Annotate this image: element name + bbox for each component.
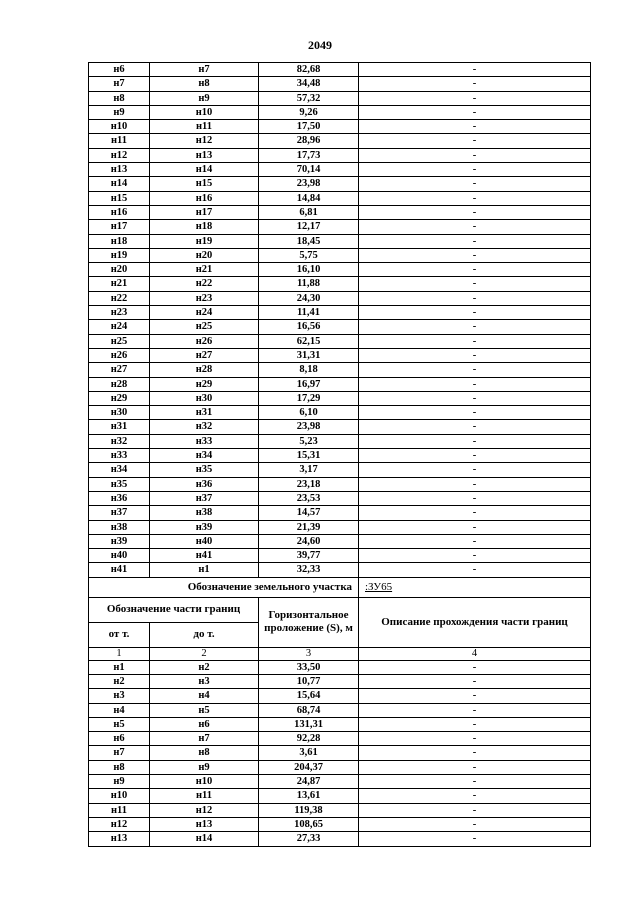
point-from: н16 <box>89 205 150 219</box>
table-row <box>89 277 591 291</box>
point-to: н16 <box>150 191 259 205</box>
point-to: н29 <box>150 377 259 391</box>
plot-value: :ЗУ65 <box>359 577 591 597</box>
table-row <box>89 377 591 391</box>
table-row <box>89 263 591 277</box>
segment-length: 14,84 <box>259 191 359 205</box>
point-to: н2 <box>150 660 259 674</box>
point-from: н19 <box>89 248 150 262</box>
segment-description: - <box>359 434 591 448</box>
segment-description: - <box>359 760 591 774</box>
table-row <box>89 563 591 577</box>
point-to: н5 <box>150 703 259 717</box>
point-to: н1 <box>150 563 259 577</box>
segment-length: 5,75 <box>259 248 359 262</box>
segment-description: - <box>359 177 591 191</box>
table-row <box>89 534 591 548</box>
segment-description: - <box>359 263 591 277</box>
segment-length: 12,17 <box>259 220 359 234</box>
segment-length: 23,98 <box>259 177 359 191</box>
table-row <box>89 689 591 703</box>
table-row <box>89 703 591 717</box>
point-to: н13 <box>150 148 259 162</box>
point-from: н10 <box>89 789 150 803</box>
section2-header <box>89 577 591 660</box>
header-description: Описание прохождения части границ <box>359 597 591 647</box>
point-from: н39 <box>89 534 150 548</box>
point-from: н37 <box>89 506 150 520</box>
point-from: н36 <box>89 491 150 505</box>
table-row <box>89 391 591 405</box>
point-from: н6 <box>89 732 150 746</box>
table-row <box>89 334 591 348</box>
point-from: н12 <box>89 148 150 162</box>
point-from: н4 <box>89 703 150 717</box>
segment-length: 57,32 <box>259 91 359 105</box>
table-row <box>89 717 591 731</box>
segment-description: - <box>359 234 591 248</box>
point-to: н17 <box>150 205 259 219</box>
table-row <box>89 549 591 563</box>
point-from: н12 <box>89 817 150 831</box>
segment-description: - <box>359 320 591 334</box>
segment-length: 32,33 <box>259 563 359 577</box>
point-from: н9 <box>89 775 150 789</box>
table-row <box>89 434 591 448</box>
segment-length: 62,15 <box>259 334 359 348</box>
segment-description: - <box>359 520 591 534</box>
segment-description: - <box>359 120 591 134</box>
segment-description: - <box>359 506 591 520</box>
segment-description: - <box>359 77 591 91</box>
table-row <box>89 420 591 434</box>
boundary-table <box>88 62 591 847</box>
point-from: н9 <box>89 105 150 119</box>
segment-length: 6,10 <box>259 406 359 420</box>
segment-description: - <box>359 775 591 789</box>
segment-length: 8,18 <box>259 363 359 377</box>
segment-description: - <box>359 789 591 803</box>
table-row <box>89 817 591 831</box>
point-from: н40 <box>89 549 150 563</box>
table-row <box>89 177 591 191</box>
point-from: н8 <box>89 91 150 105</box>
point-from: н22 <box>89 291 150 305</box>
point-from: н18 <box>89 234 150 248</box>
segment-length: 17,73 <box>259 148 359 162</box>
segment-description: - <box>359 746 591 760</box>
point-to: н28 <box>150 363 259 377</box>
point-from: н23 <box>89 306 150 320</box>
segment-length: 17,50 <box>259 120 359 134</box>
segment-length: 3,17 <box>259 463 359 477</box>
point-from: н26 <box>89 348 150 362</box>
table-row <box>89 91 591 105</box>
segment-length: 204,37 <box>259 760 359 774</box>
point-from: н35 <box>89 477 150 491</box>
point-to: н31 <box>150 406 259 420</box>
point-from: н32 <box>89 434 150 448</box>
segment-length: 108,65 <box>259 817 359 831</box>
segment-length: 9,26 <box>259 105 359 119</box>
segment-length: 119,38 <box>259 803 359 817</box>
point-to: н8 <box>150 746 259 760</box>
point-to: н32 <box>150 420 259 434</box>
point-to: н24 <box>150 306 259 320</box>
point-to: н10 <box>150 775 259 789</box>
segment-length: 10,77 <box>259 674 359 688</box>
segment-description: - <box>359 420 591 434</box>
point-to: н9 <box>150 760 259 774</box>
point-to: н10 <box>150 105 259 119</box>
point-to: н14 <box>150 163 259 177</box>
segment-description: - <box>359 832 591 846</box>
column-number-3: 3 <box>259 647 359 660</box>
segment-length: 11,41 <box>259 306 359 320</box>
point-from: н28 <box>89 377 150 391</box>
segment-description: - <box>359 549 591 563</box>
segment-description: - <box>359 63 591 77</box>
point-to: н37 <box>150 491 259 505</box>
point-to: н7 <box>150 63 259 77</box>
point-to: н13 <box>150 817 259 831</box>
segment-description: - <box>359 717 591 731</box>
table-row <box>89 406 591 420</box>
point-to: н40 <box>150 534 259 548</box>
point-from: н6 <box>89 63 150 77</box>
table-row <box>89 449 591 463</box>
point-from: н29 <box>89 391 150 405</box>
segment-description: - <box>359 363 591 377</box>
segment-description: - <box>359 563 591 577</box>
point-to: н11 <box>150 789 259 803</box>
table-row <box>89 120 591 134</box>
segment-length: 27,33 <box>259 832 359 846</box>
segment-description: - <box>359 377 591 391</box>
column-number-2: 2 <box>150 647 259 660</box>
point-from: н38 <box>89 520 150 534</box>
segment-length: 23,18 <box>259 477 359 491</box>
table-row <box>89 220 591 234</box>
segment-description: - <box>359 406 591 420</box>
point-to: н36 <box>150 477 259 491</box>
point-from: н3 <box>89 689 150 703</box>
point-from: н11 <box>89 134 150 148</box>
point-to: н23 <box>150 291 259 305</box>
segment-description: - <box>359 91 591 105</box>
table-row <box>89 63 591 77</box>
point-to: н34 <box>150 449 259 463</box>
point-from: н24 <box>89 320 150 334</box>
segment-description: - <box>359 306 591 320</box>
table-row <box>89 789 591 803</box>
table-row <box>89 363 591 377</box>
table-row <box>89 306 591 320</box>
point-from: н25 <box>89 334 150 348</box>
segment-length: 15,64 <box>259 689 359 703</box>
header-row-1 <box>89 597 591 622</box>
point-from: н8 <box>89 760 150 774</box>
segment-length: 39,77 <box>259 549 359 563</box>
segment-length: 5,23 <box>259 434 359 448</box>
segment-description: - <box>359 348 591 362</box>
point-from: н7 <box>89 77 150 91</box>
segment-description: - <box>359 248 591 262</box>
plot-label: Обозначение земельного участка <box>89 577 359 597</box>
segment-length: 11,88 <box>259 277 359 291</box>
table-row <box>89 191 591 205</box>
point-to: н3 <box>150 674 259 688</box>
segment-description: - <box>359 205 591 219</box>
segment-description: - <box>359 674 591 688</box>
segment-length: 34,48 <box>259 77 359 91</box>
point-from: н20 <box>89 263 150 277</box>
page-number: 2049 <box>308 38 332 52</box>
segment-length: 131,31 <box>259 717 359 731</box>
point-to: н15 <box>150 177 259 191</box>
point-from: н10 <box>89 120 150 134</box>
point-to: н39 <box>150 520 259 534</box>
point-to: н35 <box>150 463 259 477</box>
table-row <box>89 660 591 674</box>
point-to: н25 <box>150 320 259 334</box>
point-to: н41 <box>150 549 259 563</box>
segment-description: - <box>359 163 591 177</box>
segment-length: 24,87 <box>259 775 359 789</box>
segment-length: 3,61 <box>259 746 359 760</box>
table-row <box>89 320 591 334</box>
segment-description: - <box>359 134 591 148</box>
segment-length: 82,68 <box>259 63 359 77</box>
point-to: н18 <box>150 220 259 234</box>
point-from: н30 <box>89 406 150 420</box>
section1-body <box>89 63 591 578</box>
point-to: н9 <box>150 91 259 105</box>
table-row <box>89 248 591 262</box>
section2-body <box>89 660 591 846</box>
table-row <box>89 234 591 248</box>
header-part-designation: Обозначение части границ <box>89 597 259 622</box>
point-to: н22 <box>150 277 259 291</box>
table-row <box>89 205 591 219</box>
point-from: н11 <box>89 803 150 817</box>
segment-length: 14,57 <box>259 506 359 520</box>
segment-length: 15,31 <box>259 449 359 463</box>
point-to: н19 <box>150 234 259 248</box>
point-to: н12 <box>150 134 259 148</box>
segment-description: - <box>359 660 591 674</box>
point-from: н5 <box>89 717 150 731</box>
point-from: н31 <box>89 420 150 434</box>
point-from: н2 <box>89 674 150 688</box>
point-from: н14 <box>89 177 150 191</box>
point-to: н33 <box>150 434 259 448</box>
point-from: н34 <box>89 463 150 477</box>
segment-description: - <box>359 803 591 817</box>
segment-length: 16,10 <box>259 263 359 277</box>
segment-description: - <box>359 817 591 831</box>
segment-length: 16,97 <box>259 377 359 391</box>
point-from: н7 <box>89 746 150 760</box>
point-from: н1 <box>89 660 150 674</box>
point-to: н7 <box>150 732 259 746</box>
point-to: н38 <box>150 506 259 520</box>
point-to: н12 <box>150 803 259 817</box>
table-row <box>89 348 591 362</box>
segment-length: 28,96 <box>259 134 359 148</box>
point-from: н27 <box>89 363 150 377</box>
point-from: н33 <box>89 449 150 463</box>
segment-description: - <box>359 703 591 717</box>
segment-description: - <box>359 449 591 463</box>
column-number-1: 1 <box>89 647 150 660</box>
segment-description: - <box>359 291 591 305</box>
table-row <box>89 732 591 746</box>
header-from: от т. <box>89 622 150 647</box>
segment-description: - <box>359 105 591 119</box>
point-to: н30 <box>150 391 259 405</box>
point-to: н8 <box>150 77 259 91</box>
table-row <box>89 746 591 760</box>
segment-description: - <box>359 463 591 477</box>
point-from: н15 <box>89 191 150 205</box>
segment-description: - <box>359 148 591 162</box>
table-row <box>89 760 591 774</box>
table-row <box>89 134 591 148</box>
table-row <box>89 77 591 91</box>
segment-description: - <box>359 689 591 703</box>
column-number-row <box>89 647 591 660</box>
point-from: н41 <box>89 563 150 577</box>
table-row <box>89 291 591 305</box>
segment-description: - <box>359 732 591 746</box>
table-row <box>89 463 591 477</box>
segment-length: 16,56 <box>259 320 359 334</box>
table-row <box>89 148 591 162</box>
table-row <box>89 163 591 177</box>
point-to: н26 <box>150 334 259 348</box>
header-to: до т. <box>150 622 259 647</box>
segment-length: 17,29 <box>259 391 359 405</box>
segment-description: - <box>359 391 591 405</box>
segment-description: - <box>359 191 591 205</box>
table-row <box>89 803 591 817</box>
point-to: н27 <box>150 348 259 362</box>
point-to: н20 <box>150 248 259 262</box>
point-from: н21 <box>89 277 150 291</box>
segment-length: 70,14 <box>259 163 359 177</box>
table-row <box>89 775 591 789</box>
table-row <box>89 105 591 119</box>
segment-length: 31,31 <box>259 348 359 362</box>
segment-description: - <box>359 534 591 548</box>
segment-length: 23,98 <box>259 420 359 434</box>
segment-description: - <box>359 334 591 348</box>
segment-length: 33,50 <box>259 660 359 674</box>
point-to: н14 <box>150 832 259 846</box>
segment-length: 24,60 <box>259 534 359 548</box>
point-to: н21 <box>150 263 259 277</box>
point-from: н13 <box>89 163 150 177</box>
segment-description: - <box>359 277 591 291</box>
table-row <box>89 674 591 688</box>
plot-row <box>89 577 591 597</box>
point-from: н13 <box>89 832 150 846</box>
segment-description: - <box>359 491 591 505</box>
column-number-4: 4 <box>359 647 591 660</box>
table-row <box>89 832 591 846</box>
point-to: н6 <box>150 717 259 731</box>
table-row <box>89 477 591 491</box>
point-to: н11 <box>150 120 259 134</box>
segment-length: 13,61 <box>259 789 359 803</box>
segment-length: 68,74 <box>259 703 359 717</box>
segment-length: 23,53 <box>259 491 359 505</box>
segment-length: 6,81 <box>259 205 359 219</box>
table-row <box>89 506 591 520</box>
segment-length: 92,28 <box>259 732 359 746</box>
segment-length: 24,30 <box>259 291 359 305</box>
table-row <box>89 520 591 534</box>
segment-length: 18,45 <box>259 234 359 248</box>
point-to: н4 <box>150 689 259 703</box>
segment-description: - <box>359 477 591 491</box>
segment-description: - <box>359 220 591 234</box>
segment-length: 21,39 <box>259 520 359 534</box>
point-from: н17 <box>89 220 150 234</box>
table-row <box>89 491 591 505</box>
header-horizontal: Горизонтальное проложение (S), м <box>259 597 359 647</box>
